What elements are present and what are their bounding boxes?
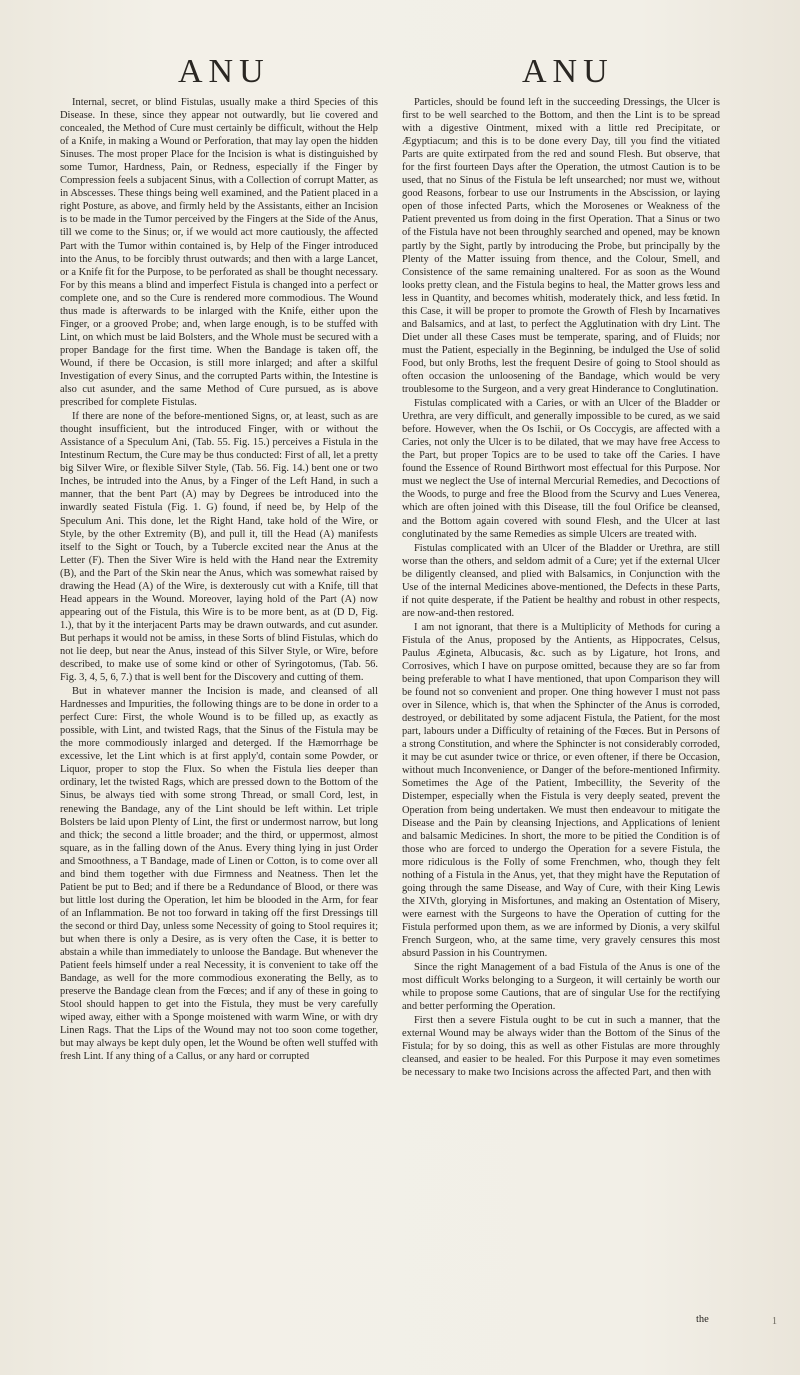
paragraph: Particles, should be found left in the succeeding Dressings, the Ulcer is first to be well searched to the Bottom, and then the Lint is to be spread with a digestive Ointment, mixed with a little red Precipitate, or Ægyptiacum; and this is to be done every Day, till you find the vitiated Parts are quite extirpated from the red and sound Flesh. But observe, that for the first fourteen Days after the Operation, the utmost Caution is to be used, that no Sinus of the Fistula be left unsearched; nor must we, without good Reasons, forbear to use our Instruments in the Abscission, or laying open of those infected Parts, which the Morosenes or Weakness of the Patient prevented us from doing in the first Operation. That a Sinus or two of the Fistula have not been throughly searched and opened, may be known partly by the Sight, partly by introducing the Probe, but principally by the Plenty of the Matter issuing from thence, and the Colour, Smell, and Consistence of the same remaining unaltered. For as soon as the Wound looks pretty clean, and the Fistula begins to heal, the Matter grows less and less in Quantity, and becomes whitish, moderately thick, and less fœtid. In this Case, it will be proper to promote the Growth of Flesh by Incarnatives and Balsamics, and at last, to perfect the Agglutination with dry Lint. The Diet under all these Cases must be temperate, sparing, and of Fluids; nor must the Patient, especially in the Beginning, be indulged the Use of solid Food, but only Broths, lest the frequent Desire of going to Stool should as often occasion the unloosening of the Bandage, which would be very troublesome to the Surgeon, and a very great Hinderance to Conglutination.	[402, 97, 720, 396]
catchword: the	[696, 1314, 709, 1325]
right-column	[402, 96, 720, 1326]
paragraph: Fistulas complicated with an Ulcer of the Bladder or Urethra, are still worse than the others, and seldom admit of a Cure; yet if the external Ulcer be diligently cleansed, and plied with Balsamics, in Conjunction with the Use of the internal Medicines above-mentioned, the Defects in these Parts, if not quite desperate, if the Patient be healthy and robust in other respects, are now-and-then restored.	[402, 542, 720, 619]
running-head-left: ANU	[178, 53, 270, 90]
left-column	[60, 96, 378, 1326]
paragraph: If there are none of the before-mentioned Signs, or, at least, such as are thought insufficient, but the introduced Finger, with or without the Assistance of a Speculum Ani, (Tab. 55. Fig. 15.) perceives a Fistula in the Intestinum Rectum, the Cure may be thus conducted: First of all, let a pretty big Silver Wire, or flexible Silver Style, (Tab. 56. Fig. 14.) bent one or two Inches, be intruded into the Anus, by a Finger of the Left Hand, in such a manner, that the bent Part (A) may by Degrees be introduced into the inwardly seated Fistula (Fig. 1. G) found, if need be, by Help of the Speculum Ani. This done, let the Right Hand, take hold of the Wire, or Style, by the other Extremity (B), and pull it, till the Head (A) manifests itself to the Sight or Touch, by a Tubercle excited near the Anus at the Letter (F). Then the Siver Wire is held with the Hand near the Extremity (B), and the Part of the Skin near the Anus, which was somewhat raised by drawing the Head (A) of the Wire, is dexterously cut with a Knife, till that Head appears in the Wound. Moreover, laying hold of the Part (A) now appearing out of the Fistula, this Wire is to be more bent, as at (D D, Fig. 1.), that by it the interjacent Parts may be drawn outwards, and cut asunder. But perhaps it would not be amiss, in these Sorts of blind Fistulas, which do not lie deep, but near the Anus, instead of this Silver Style, or Wire, before described, to make use of some kind or other of Syringotomus, (Tab. 56. Fig. 3, 4, 5, 6, 7.) that is well bent for the Discovery and cutting of them.	[60, 411, 378, 684]
paragraph: First then a severe Fistula ought to be cut in such a manner, that the external Wound may be always wider than the Bottom of the Sinus of the Fistula; for by so doing, this as well as other Fistulas are more throughly cleansed, and easier to be healed. For this Purpose it may even sometimes be necessary to make two Incisions across the affected Part, and then with	[402, 1015, 720, 1079]
running-head-right: ANU	[522, 53, 614, 90]
running-head	[0, 52, 800, 92]
paragraph: Internal, secret, or blind Fistulas, usually make a third Species of this Disease. In these, since they appear not outwardly, but lie covered and concealed, the Method of Cure must certainly be difficult, without the Help of a Knife, in making a Wound or Perforation, that may lay open the hidden Sinuses. The most proper Place for the Incision is what is distinguished by some Tumor, Hardness, Pain, or Redness, especially if the Finger by Compression feels a subjacent Sinus, with a Collection of corrupt Matter, as in Abscesses. These things being well examined, and the Patient placed in a right Posture, as above, and firmly held by the Assistants, either an Incision is to be made in the Tumor perceived by the Fingers at the Side of the Anus, till we come to the Sinus; or, if we would act more cautiously, the affected Part with the Tumor within contained is, by Help of the Finger introduced into the Anus, to be forcibly thrust outwards; and then with a large Lancet, or a Knife fit for the Purpose, to be perforated as shall be thought necessary. For by this means a blind and imperfect Fistula is changed into a perfect or complete one, and so the Cure is rendered more commodious. The Wound thus made is afterwards to be inlarged with the Knife, either upon the Finger, or a grooved Probe; and, when large enough, is to be stuffed with Lint, on which must be laid Bolsters, and the Whole must be secured with a proper Bandage for the first time. When the Bandage is taken off, the Wound, if there be Occasion, is still more inlarged; and after a skilful Investigation of every Sinus, and the corrupted Parts within, the Intestine is also cut asunder, and the same Method of Cure pursued, as is above prescribed for complete Fistulas.	[60, 97, 378, 409]
paragraph: Fistulas complicated with a Caries, or with an Ulcer of the Bladder or Urethra, are very difficult, and generally impossible to be cured, as we said before. However, when the Os Ischii, or Os Coccygis, are affected with a Caries, not only the Ulcer is to be dilated, that we may have free Access to the Part, but proper Topics are to be used to take off the Caries. I have found the Essence of Round Birthwort most effectual for this Purpose. Nor must we neglect the Use of internal Mercurial Remedies, and Decoctions of the Woods, to purge and free the Blood from the Scurvy and Lues Venerea, which are often joined with this Disease, till the foul Orifice be cleansed, and the Bottom again covered with sound Flesh, and the Ulcer at last conglutinated by the same Remedies as simple Ulcers are treated with.	[402, 398, 720, 540]
paragraph: Since the right Management of a bad Fistula of the Anus is one of the most difficult Works belonging to a Surgeon, it will certainly be worth our while to propose some Cautions, that are of singular Use for the rectifying and better performing the Operation.	[402, 962, 720, 1013]
text-columns	[60, 96, 720, 1326]
paragraph: I am not ignorant, that there is a Multiplicity of Methods for curing a Fistula of the Anus, proposed by the Antients, as Hippocrates, Celsus, Paulus Ægineta, Albucasis, &c. such as by Ligature, hot Irons, and Corrosives, which I have on purpose omitted, because they are so far from being preferable to what I have mentioned, that upon Comparison they will be found not so convenient and proper. One thing however I must not pass over in Silence, which is, that when the Sphincter of the Anus is corroded, destroyed, or debilitated by some adjacent Fistula, the Patient, for the most part, labours under a Difficulty of retaining of the Fœces. But in Persons of a strong Constitution, and where the Sphincter is not considerably corroded, it may be cut asunder twice or thrice, or even oftener, if there be Occasion, without much Inconvenience, or Danger of the before-mentioned Infirmity. Sometimes the Age of the Patient, Imbecillity, the Severity of the Distemper, especially when the Fistula is very deeply seated, prevent the Operation from being undertaken. We must then endeavour to mitigate the Disease and the Pain by cleansing Injections, and Applications of lenient and balsamic Medicines. In short, the more to be pitied the Condition is of those who are forced to undergo the Operation for a severe Fistula, the more ridiculous is the Folly of some Frenchmen, who, though they felt nothing of a Fistula in the Anus, yet, that they might have the Reputation of going through the same Disease, and Way of Cure, with their King Lewis the XIVth, glorying in Misfortunes, and making an Ostentation of Misery, were earnest with the Surgeons to have the Operation of cutting for the Fistula performed upon them, as we are informed by Dionis, a very skilful French Surgeon, who, at the same time, very gravely censures this most absurd Passion in his Countrymen.	[402, 621, 720, 960]
paragraph: But in whatever manner the Incision is made, and cleansed of all Hardnesses and Impurities, the following things are to be done in order to a perfect Cure: First, the whole Wound is to be filled up, as exactly as possible, with Lint, and twisted Rags, that the Sinus of the Fistula may be the more commodiously inlarged and deterged. If the Hæmorrhage be excessive, let the Lint which is at first apply'd, contain some Powder, or Liquor, proper to stop the Flux. So when the Fistula lies deeper than ordinary, let the twisted Rags, which are pressed down to the Bottom of the Sinus, be always tied with some strong Thread, or small Cord, lest, in renewing the Bandage, any of the Lint should be left within. Let triple Bolsters be laid upon Plenty of Lint, the first or undermost narrow, but long and thick; the second a little broader; and the third, or uppermost, almost square, as in the falling down of the Anus. Every thing lying in just Order and Smoothness, a T Bandage, made of Linen or Cotton, is to come over all and bind them together with due Firmness and Neatness. Then let the Patient be put to Bed; and if there be a Redundance of Blood, or there was but little lost during the Operation, let him be blooded in the Arm, for fear of an Inflammation. Be not too forward in taking off the first Dressings till the second or third Day, unless some Necessity of going to Stool requires it; but when there is only a Desire, as is very often the Case, it is better to abstain a while than immediately to unloose the Bandage. But whenever the Patient feels himself under a real Necessity, it is convenient to take off the Bandage, as well for the more commodious exonerating the Belly, as to preserve the Bandage clean from the Fœces; and if any of these in going to Stool should happen to get into the Fistula, they must be very carefully wiped away, either with a Sponge moistened with warm Wine, or with dry Linen Rags. That the Lips of the Wound may not too soon come together, but may always be kept duly open, let the Wound be often well stuffed with fresh Lint. If any thing of a Callus, or any hard or corrupted	[60, 686, 378, 1063]
edge-mark: 1	[772, 1316, 777, 1327]
